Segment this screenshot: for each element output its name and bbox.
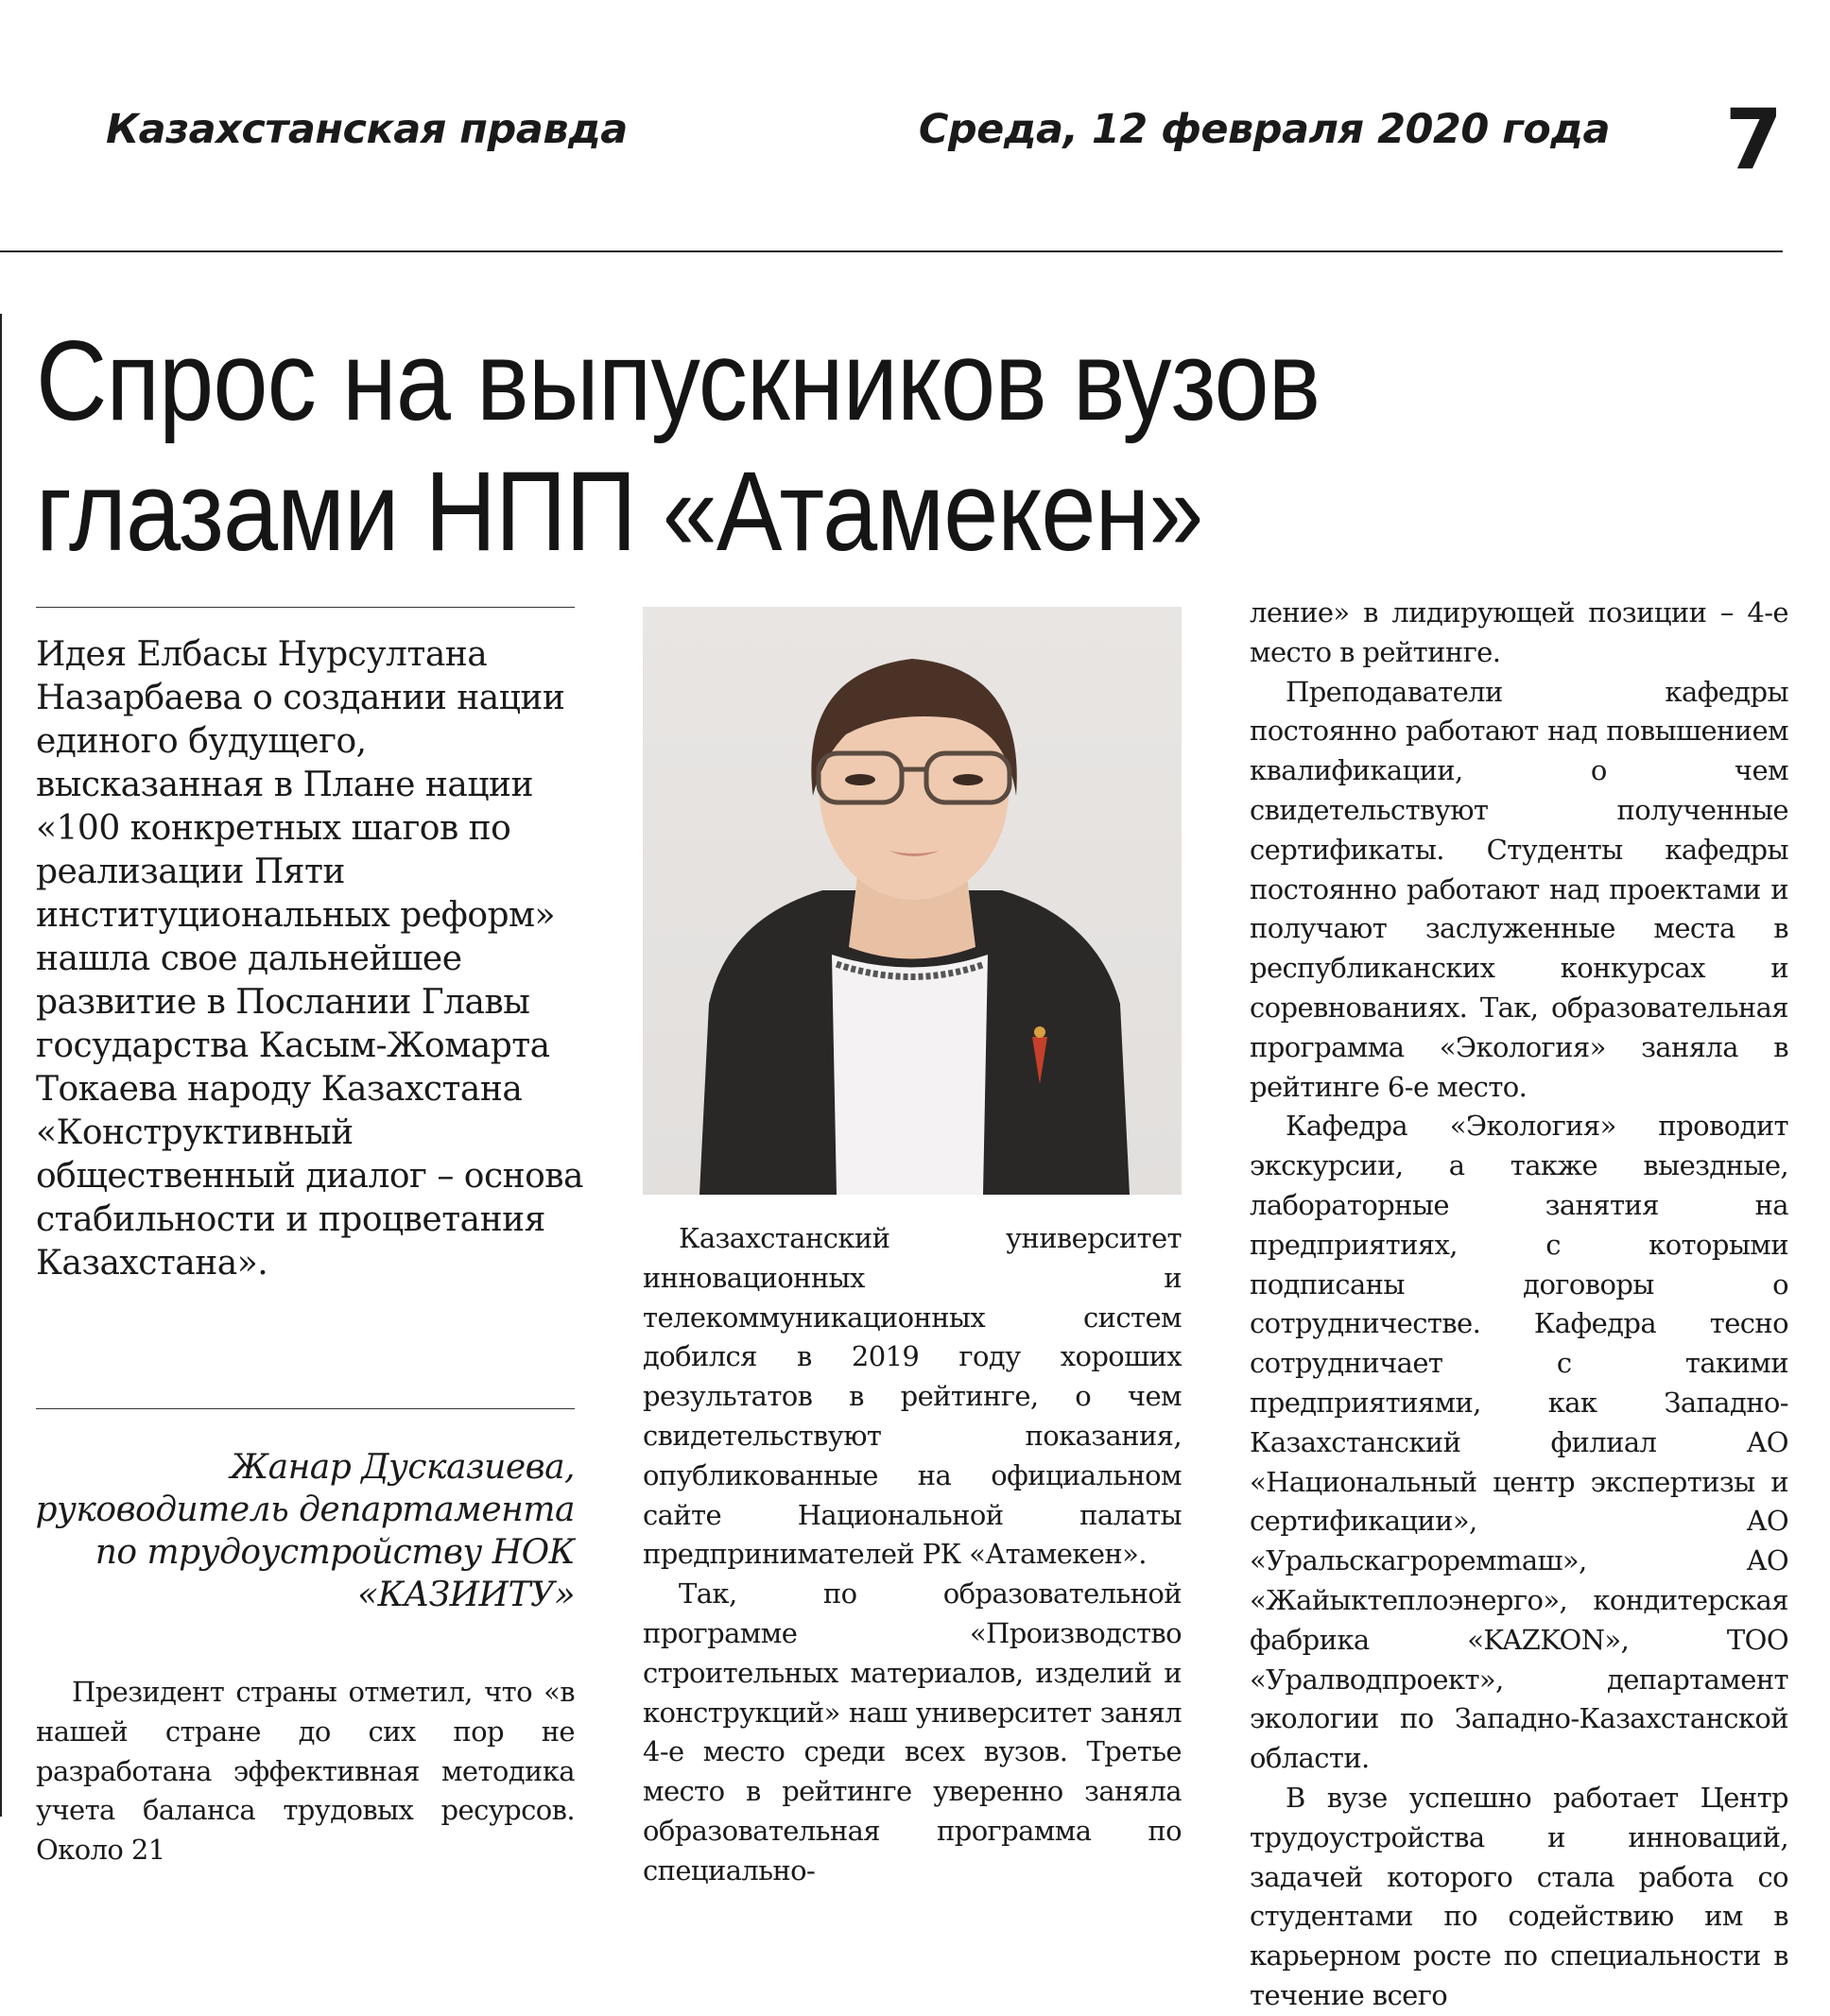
lead-bottom-rule — [36, 1408, 575, 1409]
article-column-3 — [1250, 594, 1788, 2016]
header-rule — [0, 250, 1783, 252]
paragraph: ление» в лидирующей позиции – 4-е место в рейтинге. — [1250, 596, 1788, 668]
author-role: руководитель департамента по трудоустройству НОК «КАЗИИТУ» — [35, 1490, 575, 1614]
paragraph: Казахстанский университет инновационных и телекоммуникационных систем добился в 2019 году хороших результатов в рейтинге, о чем свидетельствуют показания, опубликованные на официальном сайте Национальной палаты предпринимателей РК «Атамекен». — [643, 1222, 1182, 1571]
author-portrait-photo — [643, 607, 1182, 1195]
headline-line-2: глазами НПП «Атамекен» — [36, 448, 1203, 575]
issue-date: Среда, 12 февраля 2020 года — [918, 106, 1610, 153]
byline — [28, 1446, 575, 1616]
paragraph: Кафедра «Экология» проводит экскурсии, а также выездные, лабораторные занятия на предприятиях, с которыми подписаны договоры о сотрудничестве. Кафедра тесно сотрудничает с такими предприятиями, как Западно-Казахстанский филиал АО «Национальный центр экспертизы и сертификации», АО «Уральскагроремmаш», АО «Жайыктеплоэнерго», кондитерская фабрика «KAZKON», ТОО «Уралводпроект», департамент экологии по Западно-Казахстанской области. — [1250, 1110, 1788, 1775]
lead-paragraph: Идея Елбасы Нурсултана Назарбаева о создании нации единого будущего, высказанная в Плане нации «100 конкретных шагов по реализации Пяти институциональных реформ» нашла свое дальнейшее развитие в Послании Главы государства Касым-Жомарта Токаева народу Казахстана «Конструктивный общественный диалог – основа стабильности и процветания Казахстана». — [36, 635, 583, 1283]
column-edge-rule — [0, 314, 2, 1817]
newspaper-name: Казахстанская правда — [106, 106, 628, 153]
lead-top-rule — [36, 607, 575, 608]
paragraph: В вузе успешно работает Центр трудоустройства и инноваций, задачей которого стала работа со студентами по содействию им в карьерном росте по специальности в течение всего — [1250, 1781, 1788, 2011]
paragraph: Президент страны отметил, что «в нашей стране до сих пор не разработана эффективная методика учета баланса трудовых ресурсов. Около 21 — [36, 1676, 575, 1867]
article-column-2 — [643, 1219, 1182, 1891]
paragraph: Так, по образовательной программе «Производство строительных материалов, изделий и конструкций» наш университет занял 4-е место среди всех вузов. Третье место в рейтинге уверенно заняла образовательная программа по специально- — [643, 1577, 1182, 1887]
author-name: Жанар Дусказиева, — [230, 1448, 575, 1487]
headline-line-1: Спрос на выпускников вузов — [36, 318, 1321, 444]
article-column-1 — [36, 1673, 575, 1870]
paragraph: Преподаватели кафедры постоянно работают над повышением квалификации, о чем свидетельствуют полученные сертификаты. Студенты кафедры постоянно работают над проектами и получают заслуженные места в республиканских конкурсах и соревнованиях. Так, образовательная программа «Экология» заняла в рейтинге 6-е место. — [1250, 675, 1788, 1103]
page-number: 7 — [1724, 91, 1783, 188]
article-headline — [36, 316, 1565, 577]
